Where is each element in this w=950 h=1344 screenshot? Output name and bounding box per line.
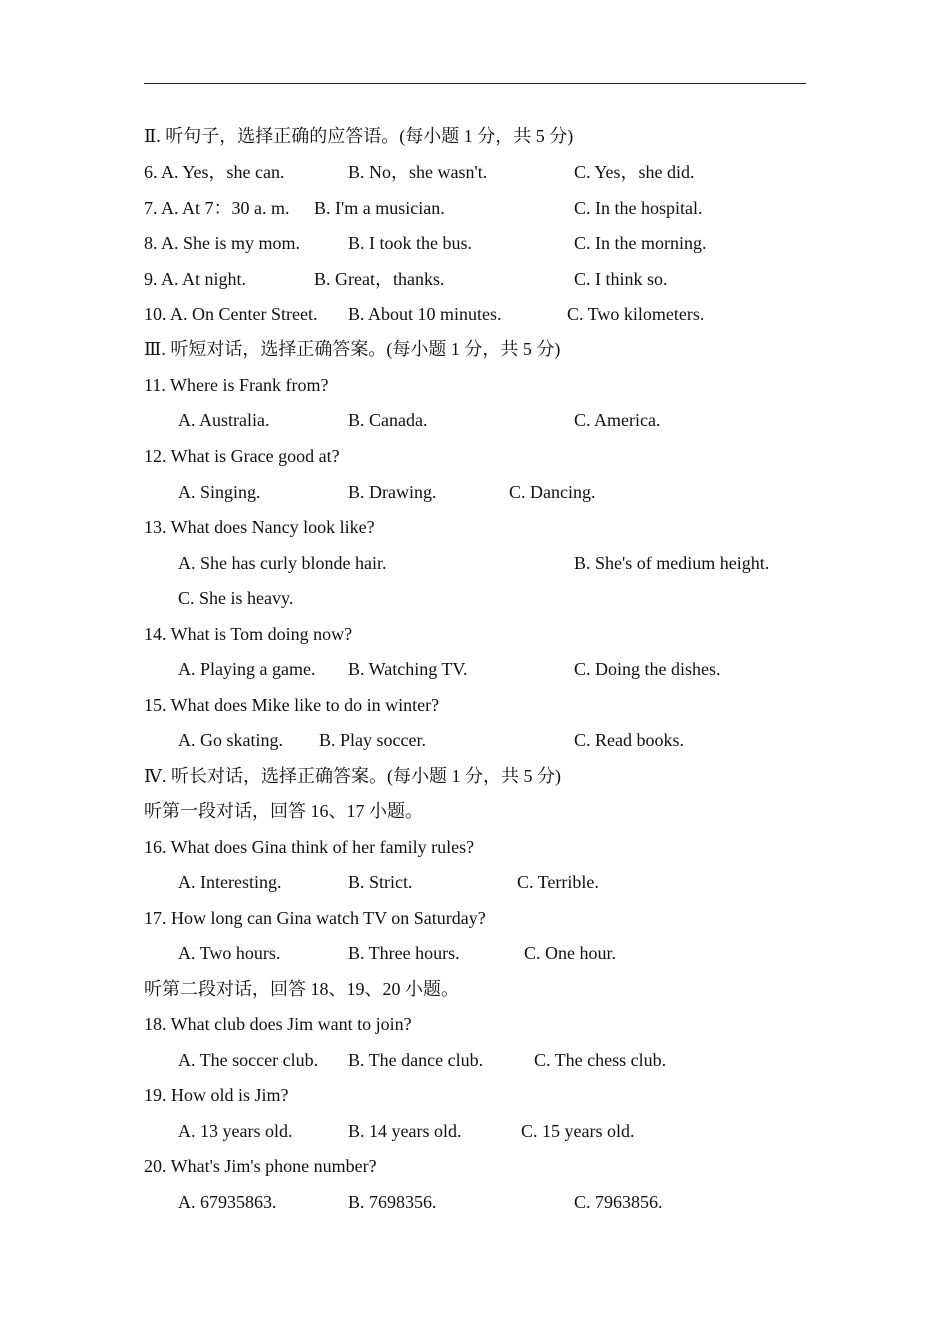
option-a: 7. A. At 7：30 a. m. [144,198,290,218]
section-heading: Ⅱ. 听句子，选择正确的应答语。(每小题 1 分，共 5 分) [144,126,574,146]
option-a: A. 13 years old. [178,1121,293,1141]
options-row [178,1190,806,1214]
option-c: C. In the hospital. [574,198,703,218]
option-a: A. The soccer club. [178,1050,319,1070]
options-row [178,480,806,504]
option-b: B. I'm a musician. [314,198,445,218]
option-a: A. Australia. [178,410,270,430]
header-rule [144,83,806,84]
option-c: C. In the morning. [574,233,707,253]
option-b: B. Drawing. [348,482,437,502]
option-a: 8. A. She is my mom. [144,233,301,253]
options-row [178,728,806,752]
option-b: B. Three hours. [348,943,460,963]
option-b: B. No，she wasn't. [348,162,488,182]
question-row [144,196,806,220]
options-row [178,870,806,894]
option-c: C. Terrible. [517,872,599,892]
option-c: C. Doing the dishes. [574,659,721,679]
option-b: B. 7698356. [348,1192,437,1212]
option-b: B. I took the bus. [348,233,472,253]
option-b: B. Watching TV. [348,659,468,679]
option-c: C. The chess club. [534,1050,667,1070]
section-heading: Ⅳ. 听长对话，选择正确答案。(每小题 1 分，共 5 分) [144,766,561,786]
option-b: B. Play soccer. [319,730,426,750]
options-row [178,1119,806,1143]
option-b: B. Great，thanks. [314,269,445,289]
question-stem: 11. Where is Frank from? [144,375,329,395]
option-c: C. 15 years old. [521,1121,635,1141]
option-a: A. Go skating. [178,730,283,750]
options-row [178,408,806,432]
question-stem: 20. What's Jim's phone number? [144,1156,377,1176]
option-b: B. Canada. [348,410,428,430]
options-row [178,551,806,575]
question-row [144,267,806,291]
option-b: B. 14 years old. [348,1121,462,1141]
option-a: A. Interesting. [178,872,282,892]
option-c: C. America. [574,410,661,430]
option-c: C. Yes，she did. [574,162,695,182]
section-heading: Ⅲ. 听短对话，选择正确答案。(每小题 1 分，共 5 分) [144,339,561,359]
option-c: C. 7963856. [574,1192,663,1212]
question-stem: 14. What is Tom doing now? [144,624,353,644]
option-a: A. Playing a game. [178,659,316,679]
question-stem: 17. How long can Gina watch TV on Saturday? [144,908,486,928]
option-a: A. Singing. [178,482,261,502]
option-a: A. She has curly blonde hair. [178,553,387,573]
option-a: 6. A. Yes，she can. [144,162,285,182]
question-stem: 15. What does Mike like to do in winter? [144,695,440,715]
question-row [144,302,806,326]
option-c: C. Read books. [574,730,684,750]
question-row [144,231,806,255]
option-a: A. 67935863. [178,1192,277,1212]
question-stem: 16. What does Gina think of her family rules? [144,837,475,857]
option-a: 10. A. On Center Street. [144,304,318,324]
options-row [178,1048,806,1072]
question-stem: 12. What is Grace good at? [144,446,340,466]
option-c: C. Dancing. [509,482,596,502]
options-row [178,941,806,965]
dialogue-instruction: 听第一段对话，回答 16、17 小题。 [144,801,423,821]
option-b: B. Strict. [348,872,413,892]
option-a: 9. A. At night. [144,269,247,289]
options-row [178,657,806,681]
dialogue-instruction: 听第二段对话，回答 18、19、20 小题。 [144,979,459,999]
option-c: C. Two kilometers. [567,304,705,324]
option-c: C. I think so. [574,269,668,289]
option-b: B. She's of medium height. [574,553,770,573]
question-stem: 18. What club does Jim want to join? [144,1014,412,1034]
option-b: B. About 10 minutes. [348,304,502,324]
question-row [144,160,806,184]
question-stem: 13. What does Nancy look like? [144,517,375,537]
option-c: C. She is heavy. [178,588,294,608]
option-b: B. The dance club. [348,1050,484,1070]
option-c: C. One hour. [524,943,616,963]
question-stem: 19. How old is Jim? [144,1085,289,1105]
option-a: A. Two hours. [178,943,281,963]
